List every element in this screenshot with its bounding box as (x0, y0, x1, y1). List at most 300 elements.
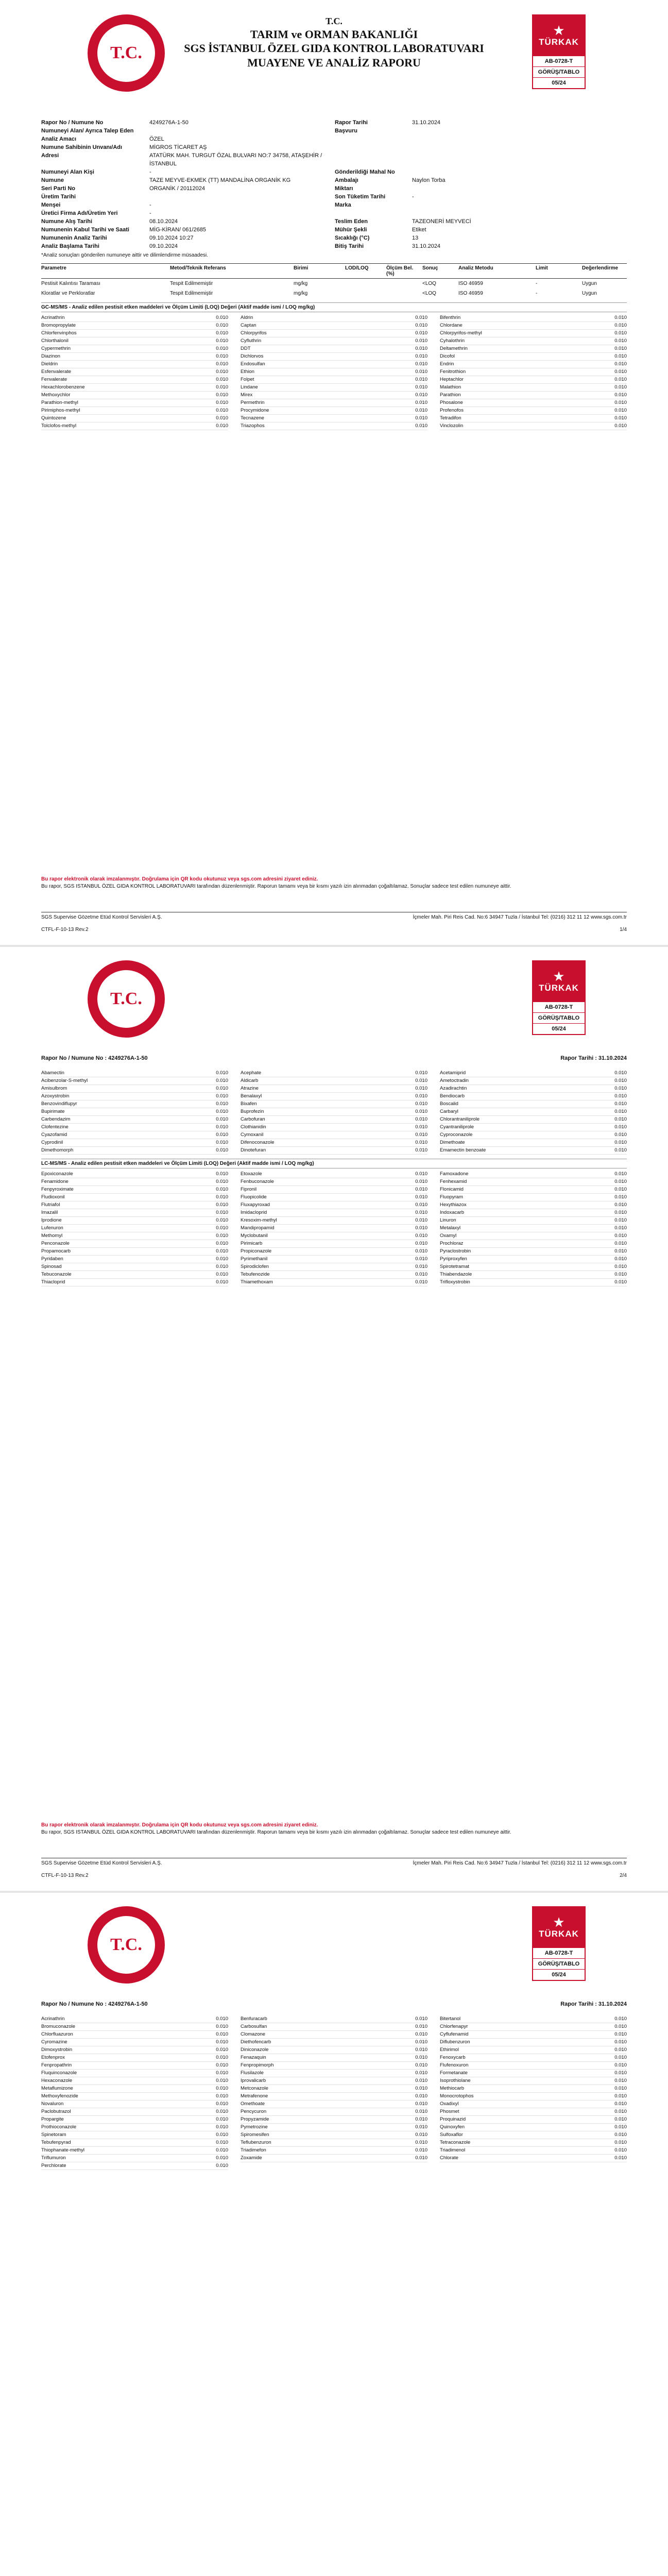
list-item (41, 2116, 228, 2124)
list-item (440, 422, 627, 430)
table-cell (386, 281, 422, 286)
pesticide-loq: 0.010 (614, 1272, 627, 1277)
pesticide-name: Teflubenzuron (241, 2140, 271, 2145)
info-row (41, 201, 627, 209)
pesticide-name: Tebuconazole (41, 1272, 72, 1277)
pesticide-loq: 0.010 (216, 2039, 228, 2045)
list-item (241, 1201, 427, 1209)
turkak-code: AB-0728-T (533, 1947, 585, 1958)
pesticide-loq: 0.010 (614, 2147, 627, 2153)
pesticide-loq: 0.010 (216, 1179, 228, 1184)
pesticide-loq: 0.010 (216, 1233, 228, 1239)
pesticide-name: Indoxacarb (440, 1210, 465, 1215)
pesticide-loq: 0.010 (216, 1070, 228, 1076)
pesticide-loq: 0.010 (216, 2116, 228, 2122)
pesticide-loq: 0.010 (614, 2016, 627, 2022)
pesticide-name: Proquinazid (440, 2116, 466, 2122)
list-item (440, 353, 627, 361)
list-item (440, 1201, 627, 1209)
list-item (241, 422, 427, 430)
table-cell: mg/kg (294, 281, 308, 286)
pesticide-loq: 0.010 (614, 1116, 627, 1122)
pesticide-loq: 0.010 (415, 1147, 427, 1153)
pesticide-name: Metconazole (241, 2086, 268, 2091)
warning-line-1: Bu rapor elektronik olarak imzalanmıştır. Doğrulama için QR kodu okutunuz veya sgs.com adresini ziyaret ediniz. (41, 1822, 318, 1828)
lcms-pesticide-list (41, 1171, 627, 1286)
pesticide-loq: 0.010 (216, 369, 228, 375)
pesticide-name: Fenpropathrin (41, 2062, 72, 2068)
list-item (440, 2077, 627, 2085)
pesticide-name: Iprovalicarb (241, 2078, 266, 2083)
warning-line-2: Bu rapor, SGS ISTANBUL ÖZEL GIDA KONTROL LABORATUVARI tarafından düzenlenmiştir. Raporun tamamı veya bir kısmı yazılı izin alınmadan çoğaltılamaz. Sonuçlar sadece test edilen numuneye aittir. (41, 884, 511, 889)
pesticide-name: Spirotetramat (440, 1264, 470, 1269)
info-cell: Başvuru (335, 128, 358, 134)
report-page-3 (0, 1892, 668, 2576)
pesticide-name: Fenamidone (41, 1179, 68, 1184)
pesticide-name: Quintozene (41, 415, 66, 421)
info-cell: ÖZEL (149, 136, 164, 142)
pesticide-name: Clothianidin (241, 1124, 266, 1130)
pesticide-loq: 0.010 (216, 1264, 228, 1269)
pesticide-name: Dimethoate (440, 1140, 465, 1145)
pesticide-loq: 0.010 (216, 315, 228, 320)
pesticide-loq: 0.010 (216, 323, 228, 328)
page-footer-meta (41, 1871, 627, 1878)
list-item (41, 1178, 228, 1186)
list-item (241, 2054, 427, 2062)
list-item (241, 1217, 427, 1225)
pesticide-loq: 0.010 (614, 400, 627, 405)
pesticide-loq: 0.010 (216, 1101, 228, 1107)
list-item (241, 2116, 427, 2124)
report-number: Rapor No / Numune No : 4249276A-1-50 (41, 2001, 148, 2007)
pesticide-name: Fenoxycarb (440, 2055, 466, 2060)
pesticide-loq: 0.010 (415, 369, 427, 375)
list-item (241, 399, 427, 407)
info-cell (335, 143, 412, 151)
pesticide-loq: 0.010 (415, 1256, 427, 1262)
list-item (440, 1279, 627, 1286)
info-cell: Numuneyi Alan Kişi (41, 169, 94, 175)
list-item (241, 345, 427, 353)
pesticide-name: Phosmet (440, 2109, 459, 2114)
list-item (41, 353, 228, 361)
pesticide-loq: 0.010 (614, 1279, 627, 1285)
pesticide-loq: 0.010 (216, 338, 228, 344)
pesticide-loq: 0.010 (216, 2109, 228, 2114)
list-item (440, 330, 627, 337)
pesticide-name: Fenpyroximate (41, 1187, 74, 1192)
pesticide-loq: 0.010 (614, 2132, 627, 2138)
pesticide-name: Propamocarb (41, 1248, 71, 1254)
info-row (41, 242, 627, 250)
pesticide-name: Fluopicolide (241, 1194, 267, 1200)
pesticide-name: Chlorpyrifos (241, 330, 267, 336)
list-item (41, 407, 228, 415)
pesticide-name: Metaflumizone (41, 2086, 73, 2091)
report-number: Rapor No / Numune No : 4249276A-1-50 (41, 1055, 148, 1061)
pesticide-loq: 0.010 (415, 1272, 427, 1277)
pesticide-name: Paclobutrazol (41, 2109, 71, 2114)
report-page-2 (0, 946, 668, 1892)
info-cell (412, 184, 567, 193)
pesticide-loq: 0.010 (216, 1225, 228, 1231)
pesticide-name: Amisulbrom (41, 1086, 67, 1091)
pesticide-loq: 0.010 (614, 384, 627, 390)
info-row (41, 184, 627, 193)
list-item (241, 2023, 427, 2031)
list-item (440, 1116, 627, 1124)
footer-form-code: CTFL-F-10-13 Rev.2 (41, 927, 89, 933)
info-cell: Ambalajı (335, 177, 358, 183)
list-item (241, 1131, 427, 1139)
list-item (41, 1232, 228, 1240)
pesticide-name: Quinoxyfen (440, 2124, 465, 2130)
page-footer (41, 912, 627, 920)
pesticide-loq: 0.010 (614, 323, 627, 328)
list-item (241, 2139, 427, 2147)
pesticide-name: Chlordane (440, 323, 463, 328)
turkak-accreditation-badge (532, 14, 586, 89)
page-footer (41, 1858, 627, 1866)
report-page-1 (0, 0, 668, 946)
list-item (440, 2070, 627, 2077)
list-item (241, 2062, 427, 2070)
page-footer-meta (41, 925, 627, 933)
table-header-cell: Birimi (294, 265, 309, 271)
pesticide-name: Thiabendazole (440, 1272, 472, 1277)
list-item (41, 2023, 228, 2031)
pesticide-name: Thiamethoxam (241, 1279, 273, 1285)
list-item (241, 1147, 427, 1155)
pesticide-loq: 0.010 (415, 2155, 427, 2161)
pesticide-loq: 0.010 (614, 377, 627, 382)
pesticide-loq: 0.010 (614, 330, 627, 336)
pesticide-name: Flonicamid (440, 1187, 464, 1192)
pesticide-name: Tolclofos-methyl (41, 423, 77, 429)
report-header (41, 0, 627, 103)
pesticide-list-continued (41, 1070, 627, 1155)
pesticide-loq: 0.010 (614, 1140, 627, 1145)
info-cell: - (412, 194, 414, 200)
list-item (241, 1093, 427, 1100)
pesticide-name: Malathion (440, 384, 461, 390)
table-cell (345, 281, 386, 286)
list-item (241, 415, 427, 422)
info-row (41, 118, 627, 127)
pesticide-loq: 0.010 (216, 2078, 228, 2083)
pesticide-name: Fenpropimorph (241, 2062, 274, 2068)
pesticide-name: Propargite (41, 2116, 64, 2122)
info-cell: 31.10.2024 (412, 120, 441, 126)
pesticide-name: Thiacloprid (41, 1279, 65, 1285)
list-item (440, 2155, 627, 2162)
pesticide-name: Profenofos (440, 408, 464, 413)
pesticide-name: Ethirimol (440, 2047, 459, 2053)
list-item (440, 345, 627, 353)
table-row (41, 279, 627, 289)
list-item (440, 368, 627, 376)
pesticide-name: Hexythiazox (440, 1202, 467, 1208)
pesticide-name: Fenazaquin (241, 2055, 266, 2060)
pesticide-name: Thiophanate-methyl (41, 2147, 84, 2153)
pesticide-name: Carbaryl (440, 1109, 458, 1114)
pesticide-name: Fluxapyroxad (241, 1202, 270, 1208)
pesticide-name: Benalaxyl (241, 1093, 262, 1099)
pesticide-loq: 0.010 (415, 2047, 427, 2053)
info-row (41, 193, 627, 201)
list-item (241, 2031, 427, 2039)
report-id-line (41, 2000, 627, 2008)
list-item (440, 1093, 627, 1100)
pesticide-loq: 0.010 (415, 1225, 427, 1231)
list-item (41, 1201, 228, 1209)
pesticide-name: Dimoxystrobin (41, 2047, 73, 2053)
pesticide-loq: 0.010 (216, 2024, 228, 2029)
pesticide-loq: 0.010 (415, 1210, 427, 1215)
pesticide-name: Azoxystrobin (41, 1093, 70, 1099)
list-item (41, 1124, 228, 1131)
list-item (41, 422, 228, 430)
list-item (41, 314, 228, 322)
list-item (41, 1131, 228, 1139)
table-cell: - (536, 281, 538, 286)
list-item (241, 407, 427, 415)
gcms-section-title: GC-MS/MS - Analiz edilen pestisit etken maddeleri ve Ölçüm Limiti (LOQ) Değeri (Aktif madde ismi / LOQ mg/kg) (41, 302, 627, 312)
list-item (241, 1232, 427, 1240)
pesticide-name: Triflumuron (41, 2155, 66, 2161)
pesticide-name: Aldicarb (241, 1078, 259, 1083)
pesticide-name: Chlorpyrifos-methyl (440, 330, 482, 336)
info-cell: Etiket (412, 227, 426, 233)
pesticide-name: Oxamyl (440, 1233, 457, 1239)
pesticide-name: Tecnazene (241, 415, 264, 421)
list-item (440, 337, 627, 345)
list-item (241, 2077, 427, 2085)
pesticide-loq: 0.010 (415, 1264, 427, 1269)
title-line-3: SGS İSTANBUL ÖZEL GIDA KONTROL LABORATUVARI (184, 42, 484, 55)
pesticide-name: Chlorate (440, 2155, 458, 2161)
info-cell: Menşei (41, 202, 61, 208)
pesticide-name: Captan (241, 323, 256, 328)
list-item (440, 2131, 627, 2139)
list-item (440, 1124, 627, 1131)
pesticide-name: Etoxazole (241, 1171, 262, 1177)
list-item (41, 1093, 228, 1100)
turkak-date: 05/24 (533, 1023, 585, 1034)
pesticide-loq: 0.010 (216, 346, 228, 351)
pesticide-name: Clofentezine (41, 1124, 68, 1130)
list-item (241, 1100, 427, 1108)
list-item (41, 2162, 228, 2170)
pesticide-name: Fenhexamid (440, 1179, 467, 1184)
pesticide-name: Pyriproxyfen (440, 1256, 467, 1262)
table-cell: - (536, 291, 538, 296)
info-cell (149, 193, 335, 201)
list-item (41, 2155, 228, 2162)
list-item (41, 330, 228, 337)
info-cell: Naylon Torba (412, 177, 446, 183)
pesticide-loq: 0.010 (415, 1202, 427, 1208)
pesticide-name: Bixafen (241, 1101, 257, 1107)
pesticide-loq: 0.010 (415, 1217, 427, 1223)
info-cell: 08.10.2024 (149, 218, 178, 225)
pesticide-loq: 0.010 (614, 1210, 627, 1215)
list-item (241, 368, 427, 376)
pesticide-loq: 0.010 (216, 2155, 228, 2161)
pesticide-name: Formetanate (440, 2070, 468, 2076)
pesticide-loq: 0.010 (614, 1124, 627, 1130)
pesticide-name: Hexaconazole (41, 2078, 73, 2083)
pesticide-name: Tebufenpyrad (41, 2140, 71, 2145)
pesticide-name: Zoxamide (241, 2155, 262, 2161)
pesticide-name: Isoprothiolane (440, 2078, 471, 2083)
title-line-2: TARIM ve ORMAN BAKANLIĞI (250, 27, 418, 41)
pesticide-name: Pirimiphos-methyl (41, 408, 80, 413)
list-item (440, 415, 627, 422)
list-item (241, 1070, 427, 1077)
pesticide-loq: 0.010 (216, 1124, 228, 1130)
list-item (440, 1271, 627, 1279)
pesticide-name: Dimethomorph (41, 1147, 74, 1153)
pesticide-loq: 0.010 (614, 415, 627, 421)
list-item (241, 1194, 427, 1201)
footer-address: İçmeler Mah. Piri Reis Cad. No:6 34947 Tuzla / İstanbul Tel: (0216) 312 11 12 www.sgs.com.tr (413, 1860, 627, 1866)
list-item (41, 1240, 228, 1248)
turkak-accreditation-badge (532, 1906, 586, 1981)
pesticide-name: Bromopropylate (41, 323, 76, 328)
pesticide-name: Fenvalerate (41, 377, 67, 382)
footer-form-code: CTFL-F-10-13 Rev.2 (41, 1873, 89, 1878)
pesticide-loq: 0.010 (415, 1124, 427, 1130)
pesticide-loq: 0.010 (614, 2086, 627, 2091)
info-cell: ORGANİK / 20112024 (149, 185, 205, 192)
list-item (440, 2062, 627, 2070)
pesticide-name: Spirodiclofen (241, 1264, 269, 1269)
pesticide-loq: 0.010 (415, 2101, 427, 2107)
list-item (440, 1139, 627, 1147)
pesticide-loq: 0.010 (415, 377, 427, 382)
info-row (41, 226, 627, 234)
pesticide-loq: 0.010 (415, 408, 427, 413)
info-cell: TAZEONERİ MEYVECİ (412, 218, 471, 225)
pesticide-name: Bitertanol (440, 2016, 461, 2022)
info-cell (412, 168, 567, 176)
pesticide-loq: 0.010 (415, 1070, 427, 1076)
pesticide-name: Acetamiprid (440, 1070, 466, 1076)
list-item (440, 2147, 627, 2155)
pesticide-loq: 0.010 (216, 1248, 228, 1254)
turkak-star-icon: ★ (553, 969, 565, 984)
pesticide-name: Prothioconazole (41, 2124, 77, 2130)
pesticide-loq: 0.010 (415, 2055, 427, 2060)
info-cell: Miktarı (335, 185, 353, 192)
pesticide-name: Methoxychlor (41, 392, 71, 398)
list-item (41, 322, 228, 330)
info-cell: Bitiş Tarihi (335, 243, 364, 249)
pesticide-name: Pyraclostrobin (440, 1248, 471, 1254)
pesticide-name: Oxadixyl (440, 2101, 459, 2107)
list-item (41, 1217, 228, 1225)
pesticide-name: Bupirimate (41, 1109, 65, 1114)
pesticide-name: Triadimefon (241, 2147, 266, 2153)
list-item (41, 1139, 228, 1147)
pesticide-loq: 0.010 (216, 1109, 228, 1114)
pesticide-loq: 0.010 (415, 384, 427, 390)
pesticide-loq: 0.010 (415, 1078, 427, 1083)
pesticide-loq: 0.010 (415, 1101, 427, 1107)
list-item (41, 392, 228, 399)
pesticide-loq: 0.010 (216, 2016, 228, 2022)
pesticide-loq: 0.010 (216, 1217, 228, 1223)
list-item (440, 322, 627, 330)
table-cell: Kloratlar ve Perkloratlar (41, 291, 95, 296)
list-item (241, 2147, 427, 2155)
report-date: Rapor Tarihi : 31.10.2024 (560, 1055, 627, 1061)
pesticide-name: Cyflufenamid (440, 2031, 469, 2037)
pesticide-name: Endosulfan (241, 361, 265, 367)
list-item (440, 361, 627, 368)
pesticide-loq: 0.010 (216, 377, 228, 382)
pesticide-loq: 0.010 (415, 1109, 427, 1114)
info-cell: Numunenin Analiz Tarihi (41, 235, 107, 241)
list-item (41, 2015, 228, 2023)
table-row (41, 289, 627, 298)
pesticide-name: Buprofezin (241, 1109, 264, 1114)
pesticide-loq: 0.010 (415, 2031, 427, 2037)
results-table-body (41, 279, 627, 298)
pesticide-name: Metalaxyl (440, 1225, 461, 1231)
pesticide-name: Carbendazim (41, 1116, 71, 1122)
pesticide-name: Epoxiconazole (41, 1171, 73, 1177)
pesticide-loq: 0.010 (614, 2078, 627, 2083)
list-item (440, 2015, 627, 2023)
info-row (41, 143, 627, 151)
sample-info (41, 118, 627, 250)
list-item (241, 314, 427, 322)
pesticide-loq: 0.010 (216, 2047, 228, 2053)
list-item (41, 1100, 228, 1108)
info-cell: Üretici Firma Adı/Üretim Yeri (41, 210, 118, 216)
pesticide-loq: 0.010 (216, 1279, 228, 1285)
table-cell (345, 291, 386, 296)
info-cell: Numune Sahibinin Unvanı/Adı (41, 144, 123, 150)
pesticide-loq: 0.010 (216, 2140, 228, 2145)
pesticide-loq: 0.010 (216, 2163, 228, 2168)
list-item (241, 1225, 427, 1232)
table-header-cell: Ölçüm Bel. (%) (386, 265, 414, 277)
pesticide-loq: 0.010 (415, 1132, 427, 1138)
list-item (41, 2131, 228, 2139)
list-item (41, 2124, 228, 2131)
list-item (440, 2039, 627, 2046)
turkak-accreditation-badge (532, 960, 586, 1035)
pesticide-name: Diniconazole (241, 2047, 269, 2053)
pesticide-name: Novaluron (41, 2101, 64, 2107)
pesticide-name: Heptachlor (440, 377, 464, 382)
pesticide-loq: 0.010 (415, 1187, 427, 1192)
pesticide-loq: 0.010 (614, 1187, 627, 1192)
info-cell (412, 135, 567, 143)
pesticide-name: Linuron (440, 1217, 456, 1223)
pesticide-loq: 0.010 (415, 423, 427, 429)
list-item (41, 1116, 228, 1124)
pesticide-name: Omethoate (241, 2101, 265, 2107)
info-cell: 31.10.2024 (412, 243, 441, 249)
table-cell: Uygun (582, 281, 597, 286)
info-cell: Rapor Tarihi (335, 120, 368, 126)
pesticide-loq: 0.010 (614, 2109, 627, 2114)
